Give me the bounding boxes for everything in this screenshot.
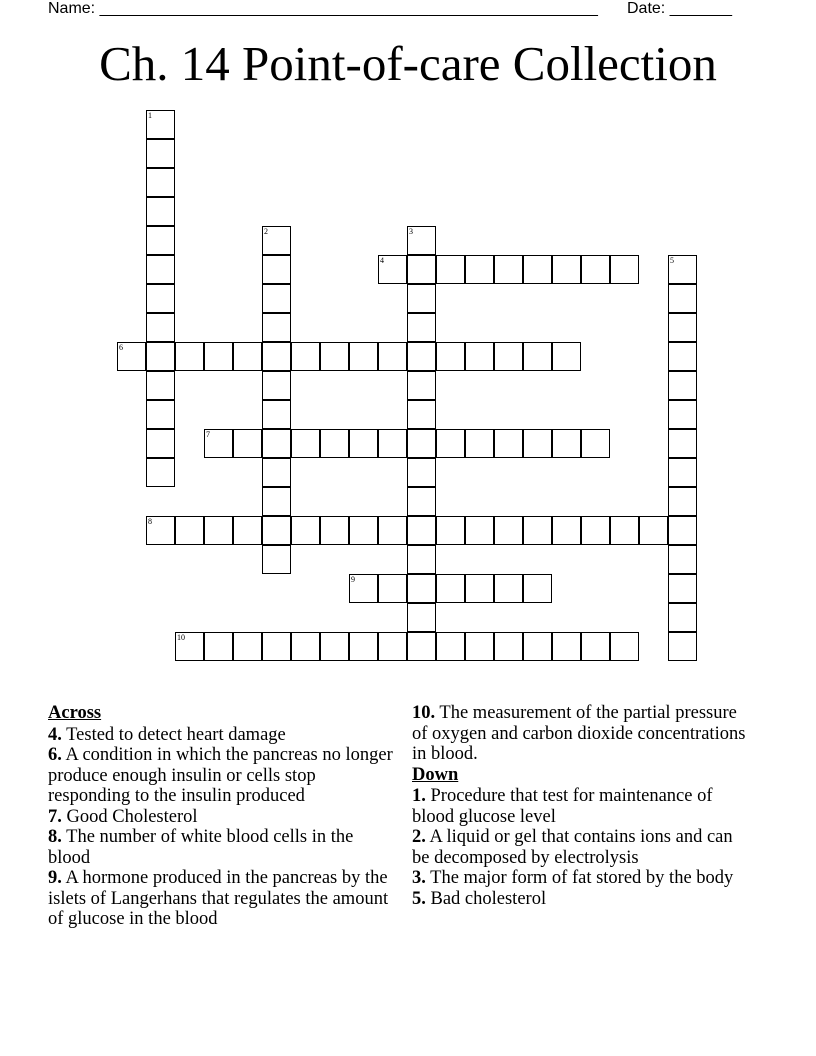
cell-number: 8 <box>148 517 152 526</box>
clue-number: 4. <box>48 724 62 745</box>
grid-cell[interactable] <box>523 632 552 661</box>
grid-cell[interactable] <box>523 574 552 603</box>
cell-number: 7 <box>206 430 210 439</box>
grid-cell[interactable] <box>262 342 291 371</box>
grid-cell[interactable] <box>407 487 436 516</box>
grid-cell[interactable] <box>407 255 436 284</box>
grid-cell[interactable] <box>233 632 262 661</box>
grid-cell[interactable] <box>233 516 262 545</box>
grid-cell[interactable] <box>668 342 697 371</box>
grid-cell[interactable] <box>552 429 581 458</box>
grid-cell[interactable] <box>378 574 407 603</box>
grid-cell[interactable] <box>552 516 581 545</box>
grid-cell[interactable] <box>668 603 697 632</box>
grid-cell[interactable] <box>349 632 378 661</box>
grid-cell[interactable] <box>494 632 523 661</box>
clue-across-7 <box>48 807 400 828</box>
grid-cell[interactable] <box>378 255 407 284</box>
grid-cell[interactable] <box>262 226 291 255</box>
grid-cell[interactable] <box>204 632 233 661</box>
cell-number: 1 <box>148 111 152 120</box>
grid-cell[interactable] <box>349 342 378 371</box>
grid-cell[interactable] <box>407 371 436 400</box>
grid-cell[interactable] <box>668 574 697 603</box>
grid-cell[interactable] <box>349 574 378 603</box>
grid-cell[interactable] <box>378 342 407 371</box>
grid-cell[interactable] <box>349 516 378 545</box>
grid-cell[interactable] <box>581 429 610 458</box>
grid-cell[interactable] <box>465 516 494 545</box>
grid-cell[interactable] <box>175 632 204 661</box>
clue-across-9 <box>48 868 400 930</box>
grid-cell[interactable] <box>146 168 175 197</box>
grid-cell[interactable] <box>204 516 233 545</box>
grid-cell[interactable] <box>146 139 175 168</box>
clue-number: 6. <box>48 745 62 765</box>
grid-cell[interactable] <box>668 313 697 342</box>
grid-cell[interactable] <box>175 516 204 545</box>
grid-cell[interactable] <box>146 342 175 371</box>
grid-cell[interactable] <box>523 342 552 371</box>
clue-text: Good Cholesterol <box>61 806 198 827</box>
grid-cell[interactable] <box>407 516 436 545</box>
grid-cell[interactable] <box>146 458 175 487</box>
clue-text: Tested to detect heart damage <box>61 724 286 745</box>
grid-cell[interactable] <box>581 632 610 661</box>
grid-cell[interactable] <box>407 574 436 603</box>
grid-cell[interactable] <box>146 197 175 226</box>
grid-cell[interactable] <box>204 342 233 371</box>
grid-cell[interactable] <box>262 545 291 574</box>
cell-number: 2 <box>264 227 268 236</box>
grid-cell[interactable] <box>407 284 436 313</box>
grid-cell[interactable] <box>407 545 436 574</box>
grid-cell[interactable] <box>291 429 320 458</box>
clue-number: 10. <box>412 703 436 723</box>
grid-cell[interactable] <box>610 632 639 661</box>
grid-cell[interactable] <box>581 255 610 284</box>
grid-cell[interactable] <box>494 255 523 284</box>
clue-text: Bad cholesterol <box>425 888 547 909</box>
name-field[interactable]: Name: ________________________________________________________ <box>48 0 598 17</box>
grid-cell[interactable] <box>668 371 697 400</box>
grid-cell[interactable] <box>262 313 291 342</box>
grid-cell[interactable] <box>407 226 436 255</box>
grid-cell[interactable] <box>262 284 291 313</box>
grid-cell[interactable] <box>320 342 349 371</box>
grid-cell[interactable] <box>436 342 465 371</box>
clue-text: A condition in which the pancreas no longer produce enough insulin or cells stop responding to the insulin produced <box>48 745 393 806</box>
grid-cell[interactable] <box>175 342 204 371</box>
clue-text: A hormone produced in the pancreas by the islets of Langerhans that regulates the amount of glucose in the blood <box>48 868 389 929</box>
clue-text: The number of white blood cells in the blood <box>48 827 354 868</box>
grid-cell[interactable] <box>407 400 436 429</box>
grid-cell[interactable] <box>378 429 407 458</box>
clue-number: 9. <box>48 868 62 888</box>
grid-cell[interactable] <box>146 110 175 139</box>
grid-cell[interactable] <box>465 632 494 661</box>
grid-cell[interactable] <box>146 313 175 342</box>
clue-number: 2. <box>412 827 426 847</box>
clue-number: 8. <box>48 827 62 847</box>
grid-cell[interactable] <box>436 516 465 545</box>
grid-cell[interactable] <box>233 342 262 371</box>
grid-cell[interactable] <box>204 429 233 458</box>
grid-cell[interactable] <box>494 516 523 545</box>
cell-number: 9 <box>351 575 355 584</box>
grid-cell[interactable] <box>262 632 291 661</box>
grid-cell[interactable] <box>552 342 581 371</box>
clue-down-5 <box>412 889 752 910</box>
date-field[interactable]: Date: _______ <box>627 0 732 17</box>
grid-cell[interactable] <box>146 255 175 284</box>
grid-cell[interactable] <box>668 545 697 574</box>
grid-cell[interactable] <box>320 429 349 458</box>
grid-cell[interactable] <box>639 516 668 545</box>
grid-cell[interactable] <box>320 632 349 661</box>
clue-text: A liquid or gel that contains ions and can be decomposed by electrolysis <box>412 827 733 868</box>
grid-cell[interactable] <box>349 429 378 458</box>
grid-cell[interactable] <box>146 429 175 458</box>
cell-number: 3 <box>409 227 413 236</box>
grid-cell[interactable] <box>262 487 291 516</box>
grid-cell[interactable] <box>668 400 697 429</box>
cell-number: 5 <box>670 256 674 265</box>
grid-cell[interactable] <box>494 429 523 458</box>
grid-cell[interactable] <box>523 429 552 458</box>
grid-cell[interactable] <box>146 400 175 429</box>
grid-cell[interactable] <box>378 516 407 545</box>
cell-number: 6 <box>119 343 123 352</box>
clue-down-1 <box>412 786 752 827</box>
grid-cell[interactable] <box>610 516 639 545</box>
grid-cell[interactable] <box>233 429 262 458</box>
cell-number: 4 <box>380 256 384 265</box>
grid-cell[interactable] <box>146 284 175 313</box>
clue-number: 3. <box>412 868 426 888</box>
clue-text: Procedure that test for maintenance of blood glucose level <box>412 786 713 827</box>
grid-cell[interactable] <box>320 516 349 545</box>
grid-cell[interactable] <box>581 516 610 545</box>
grid-cell[interactable] <box>262 458 291 487</box>
grid-cell[interactable] <box>465 342 494 371</box>
grid-cell[interactable] <box>262 516 291 545</box>
grid-cell[interactable] <box>436 429 465 458</box>
across-heading: Across <box>48 703 102 723</box>
grid-cell[interactable] <box>436 255 465 284</box>
clues-column-left <box>48 703 400 930</box>
grid-cell[interactable] <box>407 429 436 458</box>
grid-cell[interactable] <box>436 574 465 603</box>
grid-cell[interactable] <box>407 342 436 371</box>
grid-cell[interactable] <box>668 255 697 284</box>
grid-cell[interactable] <box>407 632 436 661</box>
clue-text: The measurement of the partial pressure of oxygen and carbon dioxide concentrations in blood. <box>412 703 746 764</box>
grid-cell[interactable] <box>262 429 291 458</box>
clue-number: 5. <box>412 888 426 909</box>
grid-cell[interactable] <box>407 603 436 632</box>
grid-cell[interactable] <box>146 516 175 545</box>
grid-cell[interactable] <box>668 516 697 545</box>
grid-cell[interactable] <box>291 342 320 371</box>
clue-number: 1. <box>412 786 426 806</box>
grid-cell[interactable] <box>291 516 320 545</box>
grid-cell[interactable] <box>465 574 494 603</box>
cell-number: 10 <box>177 633 185 642</box>
grid-cell[interactable] <box>436 632 465 661</box>
grid-cell[interactable] <box>552 632 581 661</box>
grid-cell[interactable] <box>668 429 697 458</box>
grid-cell[interactable] <box>262 371 291 400</box>
grid-cell[interactable] <box>523 516 552 545</box>
clue-down-3 <box>412 868 752 889</box>
clue-across-6 <box>48 745 400 807</box>
grid-cell[interactable] <box>262 255 291 284</box>
grid-cell[interactable] <box>494 574 523 603</box>
clue-across-4 <box>48 725 400 746</box>
clue-across-10 <box>412 703 752 765</box>
grid-cell[interactable] <box>117 342 146 371</box>
clue-down-2 <box>412 827 752 868</box>
grid-cell[interactable] <box>262 400 291 429</box>
grid-cell[interactable] <box>146 226 175 255</box>
clues-column-right <box>412 703 752 909</box>
grid-cell[interactable] <box>465 255 494 284</box>
grid-cell[interactable] <box>552 255 581 284</box>
grid-cell[interactable] <box>668 284 697 313</box>
grid-cell[interactable] <box>668 632 697 661</box>
grid-cell[interactable] <box>523 255 552 284</box>
grid-cell[interactable] <box>378 632 407 661</box>
down-heading: Down <box>412 764 459 785</box>
clue-across-8 <box>48 827 400 868</box>
grid-cell[interactable] <box>291 632 320 661</box>
grid-cell[interactable] <box>494 342 523 371</box>
grid-cell[interactable] <box>407 313 436 342</box>
clue-number: 7. <box>48 806 62 827</box>
clue-text: The major form of fat stored by the body <box>425 868 734 888</box>
grid-cell[interactable] <box>407 458 436 487</box>
grid-cell[interactable] <box>668 458 697 487</box>
grid-cell[interactable] <box>465 429 494 458</box>
grid-cell[interactable] <box>610 255 639 284</box>
grid-cell[interactable] <box>146 371 175 400</box>
page-title: Ch. 14 Point-of-care Collection <box>99 36 717 91</box>
grid-cell[interactable] <box>668 487 697 516</box>
